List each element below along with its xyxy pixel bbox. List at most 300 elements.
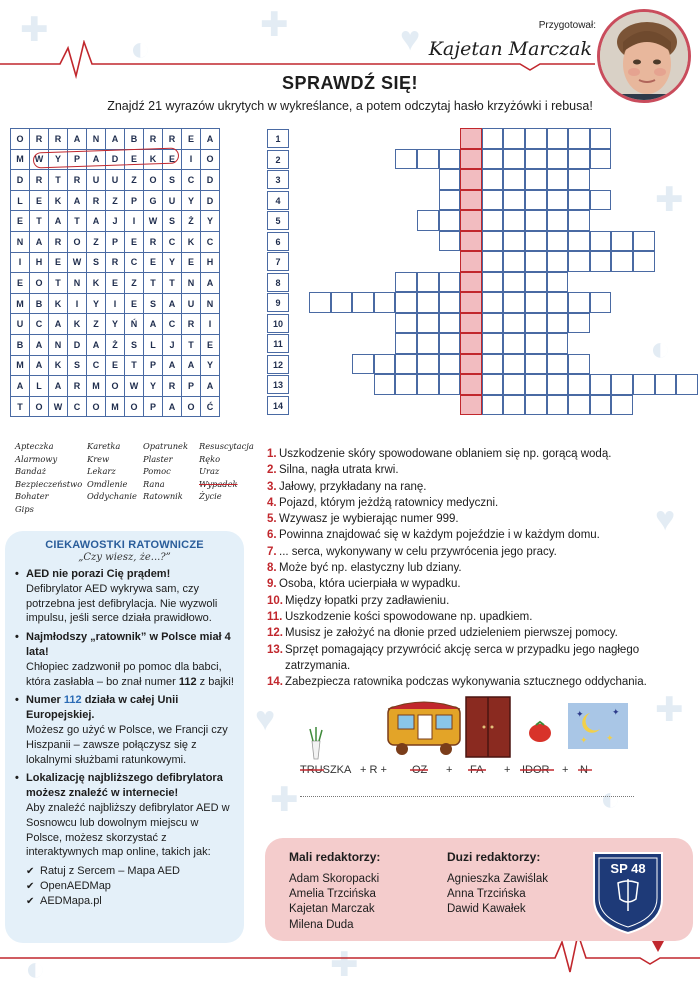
wordsearch-cell[interactable]: E (11, 211, 30, 232)
crossword-cell[interactable] (568, 395, 590, 416)
crossword-cell[interactable] (590, 374, 612, 395)
wordsearch-cell[interactable]: T (68, 211, 87, 232)
wordsearch-cell[interactable]: P (182, 376, 201, 397)
wordsearch-cell[interactable]: Ż (106, 334, 125, 355)
wordsearch-cell[interactable]: R (144, 231, 163, 252)
wordsearch-cell[interactable]: C (68, 396, 87, 417)
clue-item (267, 609, 697, 625)
crossword-cell[interactable] (525, 149, 547, 170)
wordsearch-cell[interactable]: E (106, 273, 125, 294)
wordsearch-cell[interactable]: M (106, 396, 125, 417)
crossword-cell[interactable] (611, 395, 633, 416)
crossword-key-cell[interactable] (460, 190, 482, 211)
crossword-cell[interactable] (525, 354, 547, 375)
wordsearch-cell[interactable]: U (182, 293, 201, 314)
wordsearch-cell[interactable]: A (163, 355, 182, 376)
wordsearch-cell[interactable]: C (87, 355, 106, 376)
crossword-cell[interactable] (417, 313, 439, 334)
wordsearch-cell[interactable]: S (163, 211, 182, 232)
crossword-cell[interactable] (611, 231, 633, 252)
svg-text:✦: ✦ (606, 733, 614, 743)
wordsearch-cell[interactable]: Y (163, 252, 182, 273)
crossword-cell[interactable] (482, 395, 504, 416)
rebus-answer-line (300, 796, 634, 797)
crossword-cell[interactable] (503, 169, 525, 190)
wordsearch-cell[interactable]: A (87, 211, 106, 232)
crossword-cell[interactable] (547, 272, 569, 293)
crossword-cell[interactable] (417, 333, 439, 354)
wordsearch-cell[interactable]: I (68, 293, 87, 314)
wordsearch-cell[interactable]: R (49, 129, 68, 150)
crossword-cell[interactable] (417, 149, 439, 170)
crossword-cell[interactable] (439, 190, 461, 211)
wordsearch-cell[interactable]: N (11, 231, 30, 252)
crossword-cell[interactable] (417, 374, 439, 395)
wordsearch-cell[interactable]: W (30, 149, 49, 170)
crossword-cell[interactable] (482, 272, 504, 293)
wordsearch-cell[interactable]: A (30, 231, 49, 252)
wordsearch-cell[interactable]: B (125, 129, 144, 150)
wordsearch-cell[interactable]: A (49, 376, 68, 397)
wordsearch-cell[interactable]: M (11, 355, 30, 376)
wordsearch-cell[interactable]: W (68, 252, 87, 273)
link-item[interactable]: ✔ Ratuj z Sercem – Mapa AED (26, 865, 181, 878)
wordsearch-cell[interactable]: A (201, 273, 220, 294)
wordsearch-cell[interactable]: C (182, 170, 201, 191)
wordsearch-cell[interactable]: E (182, 129, 201, 150)
wordsearch-cell[interactable]: K (182, 231, 201, 252)
crossword-cell[interactable] (525, 272, 547, 293)
wordsearch-cell[interactable]: B (11, 334, 30, 355)
crossword-cell[interactable] (395, 354, 417, 375)
wordsearch-cell[interactable]: C (163, 231, 182, 252)
wordsearch-cell[interactable]: A (201, 129, 220, 150)
crossword-cell[interactable] (439, 354, 461, 375)
wordsearch-cell[interactable]: W (144, 211, 163, 232)
wordsearch-cell[interactable]: Y (106, 314, 125, 335)
wordsearch-cell[interactable]: T (125, 355, 144, 376)
wordsearch-cell[interactable]: E (125, 231, 144, 252)
crossword-cell[interactable] (676, 374, 698, 395)
wordsearch-cell[interactable]: E (11, 273, 30, 294)
crossword-cell[interactable] (547, 395, 569, 416)
crossword-cell[interactable] (547, 251, 569, 272)
wordsearch-cell[interactable]: Ń (125, 314, 144, 335)
wordsearch-cell[interactable]: O (68, 231, 87, 252)
wordsearch-cell[interactable]: K (49, 293, 68, 314)
crossword-cell[interactable] (525, 313, 547, 334)
crossword-cell[interactable] (482, 210, 504, 231)
wordsearch-cell[interactable]: A (87, 334, 106, 355)
wordsearch-cell[interactable]: L (30, 376, 49, 397)
crossword-cell[interactable] (525, 374, 547, 395)
wordsearch-cell[interactable]: R (68, 376, 87, 397)
wordsearch-cell[interactable]: R (182, 314, 201, 335)
wordsearch-cell[interactable]: D (11, 170, 30, 191)
wordsearch-cell[interactable]: O (87, 396, 106, 417)
wordsearch-cell[interactable]: A (49, 314, 68, 335)
crossword-cell[interactable] (547, 210, 569, 231)
wordsearch-cell[interactable]: H (201, 252, 220, 273)
crossword-cell[interactable] (374, 354, 396, 375)
wordsearch-cell[interactable]: T (144, 273, 163, 294)
crossword-cell[interactable] (525, 395, 547, 416)
crossword-cell[interactable] (525, 169, 547, 190)
crossword-key-cell[interactable] (460, 231, 482, 252)
wordsearch-cell[interactable]: K (49, 355, 68, 376)
wordsearch-cell[interactable]: J (106, 211, 125, 232)
wordsearch-cell[interactable]: P (144, 355, 163, 376)
wordsearch-cell[interactable]: R (30, 170, 49, 191)
wordsearch-cell[interactable]: O (30, 396, 49, 417)
clue-number: 12. (267, 627, 283, 640)
wordsearch-cell[interactable]: C (30, 314, 49, 335)
crossword-cell[interactable] (482, 374, 504, 395)
wordsearch-cell[interactable]: T (49, 273, 68, 294)
big-editors-title: Duzi redaktorzy: (447, 850, 541, 864)
crossword-cell[interactable] (503, 210, 525, 231)
crossword-cell[interactable] (568, 128, 590, 149)
crossword-cell[interactable] (547, 190, 569, 211)
wordsearch-cell[interactable]: O (30, 273, 49, 294)
wordsearch-cell[interactable]: R (68, 170, 87, 191)
wordsearch-cell[interactable]: I (125, 211, 144, 232)
wordsearch-cell[interactable]: Y (201, 355, 220, 376)
crossword-cell[interactable] (439, 333, 461, 354)
rebus-pictures (300, 695, 640, 795)
crossword-cell[interactable] (655, 374, 677, 395)
crossword-cell[interactable] (417, 272, 439, 293)
wordsearch-cell[interactable]: D (106, 149, 125, 170)
wordsearch-cell[interactable]: E (125, 149, 144, 170)
crossword-cell[interactable] (568, 149, 590, 170)
crossword-cell[interactable] (439, 374, 461, 395)
wordsearch-cell[interactable]: N (182, 273, 201, 294)
wordsearch-cell[interactable]: S (125, 334, 144, 355)
wordsearch-cell[interactable]: C (125, 252, 144, 273)
wordsearch-cell[interactable]: Y (49, 149, 68, 170)
wordsearch-cell[interactable]: J (163, 334, 182, 355)
wordsearch-cell[interactable]: P (144, 396, 163, 417)
link-item[interactable]: ✔ AEDMapa.pl (26, 895, 102, 908)
wordsearch-cell[interactable]: T (182, 334, 201, 355)
wordsearch-cell[interactable]: A (106, 129, 125, 150)
wordsearch-cell[interactable]: N (87, 129, 106, 150)
crossword-cell[interactable] (352, 292, 374, 313)
crossword-cell[interactable] (482, 149, 504, 170)
wordsearch-cell[interactable]: A (163, 396, 182, 417)
wordsearch-cell[interactable]: R (163, 129, 182, 150)
crossword-cell[interactable] (525, 128, 547, 149)
crossword-cell[interactable] (482, 313, 504, 334)
crossword-cell[interactable] (482, 169, 504, 190)
wordsearch-cell[interactable]: R (163, 376, 182, 397)
crossword-cell[interactable] (503, 313, 525, 334)
crossword-cell[interactable] (439, 169, 461, 190)
rebus-word-4: IDOR (522, 764, 550, 776)
wordsearch-cell[interactable]: A (68, 129, 87, 150)
wordsearch-cell[interactable]: E (30, 190, 49, 211)
crossword-cell[interactable] (417, 354, 439, 375)
trivia-title: CIEKAWOSTKI RATOWNICZE (45, 539, 204, 551)
crossword-cell[interactable] (503, 272, 525, 293)
crossword-cell[interactable] (547, 231, 569, 252)
crossword-cell[interactable] (590, 395, 612, 416)
wordsearch-cell[interactable]: C (163, 314, 182, 335)
wordsearch-cell[interactable]: E (201, 334, 220, 355)
crossword-cell[interactable] (395, 149, 417, 170)
wordsearch-cell[interactable]: C (201, 231, 220, 252)
wordsearch-cell[interactable]: B (30, 293, 49, 314)
crossword-cell[interactable] (525, 231, 547, 252)
crossword-key-cell[interactable] (460, 395, 482, 416)
crossword-cell[interactable] (417, 210, 439, 231)
wordsearch-cell[interactable]: T (49, 170, 68, 191)
wordsearch-cell[interactable]: T (163, 273, 182, 294)
wordsearch-cell[interactable]: P (106, 231, 125, 252)
crossword-key-cell[interactable] (460, 354, 482, 375)
crossword-cell[interactable] (395, 333, 417, 354)
wordsearch-cell[interactable]: A (30, 355, 49, 376)
crossword-cell[interactable] (568, 374, 590, 395)
crossword-cell[interactable] (374, 374, 396, 395)
crossword-cell[interactable] (352, 354, 374, 375)
wordsearch-cell[interactable]: A (68, 190, 87, 211)
crossword-cell[interactable] (568, 210, 590, 231)
wordsearch-cell[interactable]: I (106, 293, 125, 314)
wordsearch-cell[interactable]: Y (144, 376, 163, 397)
crossword-cell[interactable] (547, 374, 569, 395)
wordsearch-cell[interactable]: S (144, 293, 163, 314)
wordsearch-cell[interactable]: L (11, 190, 30, 211)
wordsearch-cell[interactable]: R (49, 231, 68, 252)
wordsearch-cell[interactable]: A (182, 355, 201, 376)
crossword-cell[interactable] (590, 231, 612, 252)
crossword-cell[interactable] (547, 313, 569, 334)
crossword-cell[interactable] (503, 190, 525, 211)
crossword-cell[interactable] (417, 292, 439, 313)
wordsearch-cell[interactable]: E (49, 252, 68, 273)
wordsearch-cell[interactable]: W (49, 396, 68, 417)
crossword-cell[interactable] (482, 354, 504, 375)
wordsearch-cell[interactable]: U (163, 190, 182, 211)
wordsearch-cell[interactable]: R (144, 129, 163, 150)
wordsearch-cell[interactable]: A (30, 334, 49, 355)
crossword-key-cell[interactable] (460, 169, 482, 190)
crossword-cell[interactable] (503, 149, 525, 170)
wordsearch-cell[interactable]: R (106, 252, 125, 273)
crossword-cell[interactable] (439, 292, 461, 313)
crossword-cell[interactable] (503, 128, 525, 149)
crossword-cell[interactable] (525, 210, 547, 231)
crossword-cell[interactable] (590, 190, 612, 211)
crossword-cell[interactable] (309, 292, 331, 313)
wordsearch-cell[interactable]: S (87, 252, 106, 273)
crossword-cell[interactable] (633, 231, 655, 252)
wordsearch-cell[interactable]: A (144, 314, 163, 335)
crossword-cell[interactable] (482, 333, 504, 354)
crossword-cell[interactable] (439, 149, 461, 170)
wordsearch-cell[interactable]: A (201, 376, 220, 397)
trivia-box (5, 531, 244, 943)
wordsearch-cell[interactable]: U (87, 170, 106, 191)
wordsearch-cell[interactable]: E (163, 149, 182, 170)
crossword-cell[interactable] (395, 272, 417, 293)
crossword-cell[interactable] (547, 333, 569, 354)
crossword-cell[interactable] (547, 292, 569, 313)
wordsearch-cell[interactable]: S (68, 355, 87, 376)
wordsearch-cell[interactable]: E (106, 355, 125, 376)
crossword-cell[interactable] (547, 128, 569, 149)
crossword-cell[interactable] (374, 292, 396, 313)
crossword-key-cell[interactable] (460, 313, 482, 334)
crossword-cell[interactable] (503, 354, 525, 375)
wordsearch-cell[interactable]: Y (87, 293, 106, 314)
wordsearch-cell[interactable]: O (182, 396, 201, 417)
wordsearch-cell[interactable]: P (68, 149, 87, 170)
crossword-cell[interactable] (503, 251, 525, 272)
crossword-key-cell[interactable] (460, 149, 482, 170)
link-item[interactable]: ✔ OpenAEDMap (26, 880, 111, 893)
wordsearch-cell[interactable]: Ż (182, 211, 201, 232)
wordsearch-cell[interactable]: I (201, 314, 220, 335)
editor-name: Dawid Kawałek (447, 903, 526, 916)
crossword-key-cell[interactable] (460, 272, 482, 293)
wordsearch-cell[interactable]: U (106, 170, 125, 191)
crossword-cell[interactable] (482, 292, 504, 313)
wordsearch-cell[interactable]: H (30, 252, 49, 273)
crossword-cell[interactable] (568, 292, 590, 313)
wordsearch-cell[interactable]: N (49, 334, 68, 355)
wordsearch-cell[interactable]: E (182, 252, 201, 273)
wordsearch-cell[interactable]: R (87, 190, 106, 211)
crossword-key-cell[interactable] (460, 374, 482, 395)
wordsearch-cell[interactable]: Ć (201, 396, 220, 417)
crossword-cell[interactable] (633, 374, 655, 395)
wordsearch-cell[interactable]: K (144, 149, 163, 170)
crossword-key-cell[interactable] (460, 333, 482, 354)
crossword-cell[interactable] (568, 169, 590, 190)
wordsearch-cell[interactable]: Y (201, 211, 220, 232)
crossword-cell[interactable] (482, 128, 504, 149)
crossword-cell[interactable] (633, 251, 655, 272)
wordsearch-cell[interactable]: G (144, 190, 163, 211)
crossword-cell[interactable] (395, 374, 417, 395)
crossword-cell[interactable] (395, 292, 417, 313)
crossword-cell[interactable] (503, 333, 525, 354)
wordsearch-cell[interactable]: W (125, 376, 144, 397)
crossword-cell[interactable] (439, 272, 461, 293)
editor-name: Anna Trzcińska (447, 888, 526, 901)
wordsearch-cell[interactable]: M (11, 293, 30, 314)
wordsearch-cell[interactable]: N (201, 293, 220, 314)
wordsearch-cell[interactable]: Z (87, 314, 106, 335)
crossword-cell[interactable] (439, 210, 461, 231)
crossword-cell[interactable] (503, 374, 525, 395)
wordsearch-cell[interactable]: Z (125, 170, 144, 191)
wordsearch-cell[interactable]: U (11, 314, 30, 335)
crossword-cell[interactable] (568, 190, 590, 211)
crossword-cell[interactable] (568, 231, 590, 252)
wordsearch-cell[interactable]: E (125, 293, 144, 314)
crossword-cell[interactable] (525, 251, 547, 272)
wordsearch-cell[interactable]: O (106, 376, 125, 397)
crossword-cell[interactable] (590, 292, 612, 313)
crossword-cell[interactable] (503, 395, 525, 416)
wordsearch-cell[interactable]: M (87, 376, 106, 397)
wordsearch-cell[interactable]: O (125, 396, 144, 417)
crossword-key-cell[interactable] (460, 128, 482, 149)
crossword-cell[interactable] (439, 313, 461, 334)
wordsearch-cell[interactable]: A (163, 293, 182, 314)
wordsearch-cell[interactable]: Z (125, 273, 144, 294)
wordsearch-cell[interactable]: Y (182, 190, 201, 211)
wordsearch-cell[interactable]: K (68, 314, 87, 335)
wordsearch-cell[interactable]: O (144, 170, 163, 191)
crossword-cell[interactable] (503, 231, 525, 252)
wordsearch-cell[interactable]: Z (87, 231, 106, 252)
wordsearch-cell[interactable]: O (201, 149, 220, 170)
crossword-cell[interactable] (547, 354, 569, 375)
wordsearch-cell[interactable]: L (144, 334, 163, 355)
crossword-cell[interactable] (503, 292, 525, 313)
crossword-cell[interactable] (568, 251, 590, 272)
wordsearch-cell[interactable]: Z (106, 190, 125, 211)
crossword-cell[interactable] (568, 313, 590, 334)
wordsearch-cell[interactable]: K (87, 273, 106, 294)
wordsearch-cell[interactable]: S (163, 170, 182, 191)
crossword-cell[interactable] (482, 251, 504, 272)
crossword-cell[interactable] (590, 128, 612, 149)
crossword-cell[interactable] (525, 190, 547, 211)
crossword-cell[interactable] (482, 190, 504, 211)
crossword-key-cell[interactable] (460, 251, 482, 272)
crossword-cell[interactable] (525, 292, 547, 313)
crossword-cell[interactable] (331, 292, 353, 313)
wordsearch-cell[interactable]: O (11, 129, 30, 150)
crossword-cell[interactable] (482, 231, 504, 252)
wordsearch-cell[interactable]: D (201, 170, 220, 191)
wordsearch-cell[interactable]: T (11, 396, 30, 417)
crossword-cell[interactable] (590, 251, 612, 272)
crossword-cell[interactable] (611, 251, 633, 272)
wordsearch-cell[interactable]: N (68, 273, 87, 294)
crossword-cell[interactable] (395, 313, 417, 334)
wordsearch-cell[interactable]: K (49, 190, 68, 211)
wordsearch-cell[interactable]: D (68, 334, 87, 355)
wordsearch-cell[interactable]: E (144, 252, 163, 273)
crossword-cell[interactable] (439, 231, 461, 252)
crossword-cell[interactable] (568, 354, 590, 375)
wordsearch-cell[interactable]: I (11, 252, 30, 273)
crossword-key-cell[interactable] (460, 292, 482, 313)
wordsearch-cell[interactable]: P (125, 190, 144, 211)
crossword-cell[interactable] (590, 149, 612, 170)
wordsearch-cell[interactable]: M (11, 149, 30, 170)
wordsearch-cell[interactable]: A (11, 376, 30, 397)
wordsearch-cell[interactable]: T (30, 211, 49, 232)
crossword-key-cell[interactable] (460, 210, 482, 231)
wordsearch-cell[interactable]: A (87, 149, 106, 170)
crossword-cell[interactable] (547, 149, 569, 170)
crossword-cell[interactable] (525, 333, 547, 354)
wordsearch-cell[interactable]: D (201, 190, 220, 211)
crossword-cell[interactable] (547, 169, 569, 190)
crossword-cell[interactable] (611, 374, 633, 395)
wordsearch-cell[interactable]: I (182, 149, 201, 170)
wordsearch-cell[interactable]: R (30, 129, 49, 150)
wordsearch-cell[interactable]: A (49, 211, 68, 232)
